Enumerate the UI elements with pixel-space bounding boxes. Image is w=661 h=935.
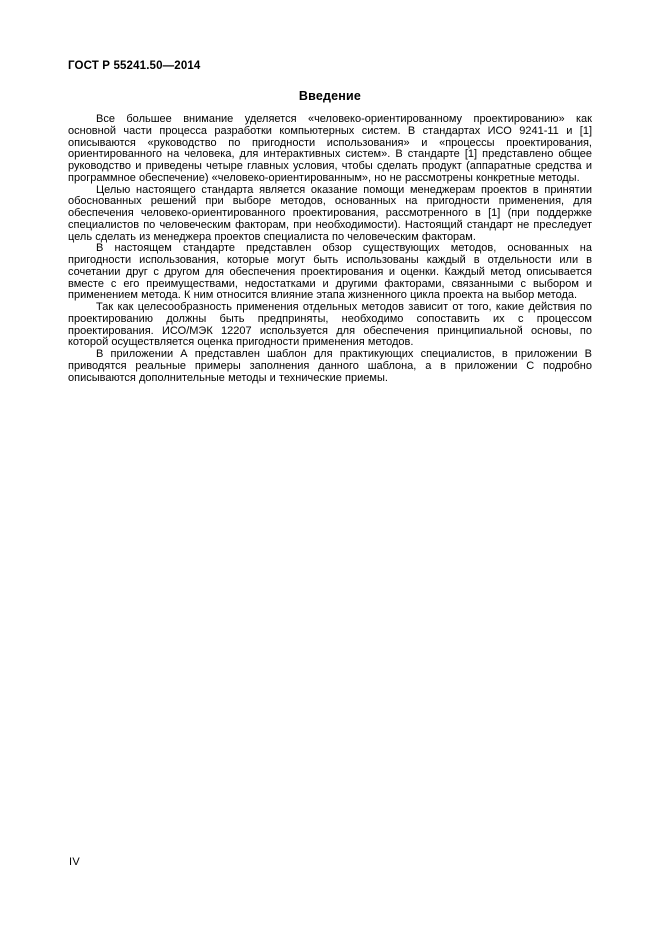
page-title: Введение bbox=[298, 89, 362, 103]
paragraph: В настоящем стандарте представлен обзор существующих методов, основанных на пригодности использования, которые могут быть использованы каждый в отдельности или в сочетании друг с другом для обеспечения проектирования и оценки. Каждый метод описывается вместе с его преимуществами, недостатками и другими факторами, связанными с выбором и применением метода. К ним относится влияние этапа жизненного цикла проекта на выбор метода. bbox=[68, 242, 592, 302]
paragraph: В приложении А представлен шаблон для практикующих специалистов, в приложении В приводятся реальные примеры заполнения данного шаблона, а в приложении С подробно описываются дополнительные методы и технические приемы. bbox=[68, 348, 592, 384]
paragraph: Целью настоящего стандарта является оказание помощи менеджерам проектов в принятии обоснованных решений при выборе методов, основанных на пригодности применения, для обеспечения человеко-ориентированного проектирования, рассмотренного в [1] (при поддержке специалистов по человеческим факторам, при необходимости). Настоящий стандарт не преследует цель сделать из менеджера проектов специалиста по человеческим факторам. bbox=[68, 183, 592, 243]
paragraph: Все большее внимание уделяется «человеко-ориентированному проектированию» как основной части процесса разработки компьютерных систем. В стандартах ИСО 9241-11 и [1] описываются «руководство по пригодности использования» и «процессы проектирования, ориентированного на человека, для интерактивных систем». В стандарте [1] представлено общее руководство и приведены четыре главных условия, чтобы сделать продукт (аппаратные средства и программное обеспечение) «человеко-ориентированным», но не рассмотрены конкретные методы. bbox=[68, 113, 592, 184]
page-header-standard-number: ГОСТ Р 55241.50—2014 bbox=[68, 60, 201, 72]
page-number: IV bbox=[69, 856, 80, 868]
body-text-block bbox=[68, 114, 592, 384]
paragraph: Так как целесообразность применения отдельных методов зависит от того, какие действия по проектированию должны быть предприняты, необходимо сопоставить их с процессом проектирования. ИСО/МЭК 12207 используется для обеспечения принципиальной основы, по которой осуществляется оценка пригодности применения методов. bbox=[68, 301, 592, 349]
